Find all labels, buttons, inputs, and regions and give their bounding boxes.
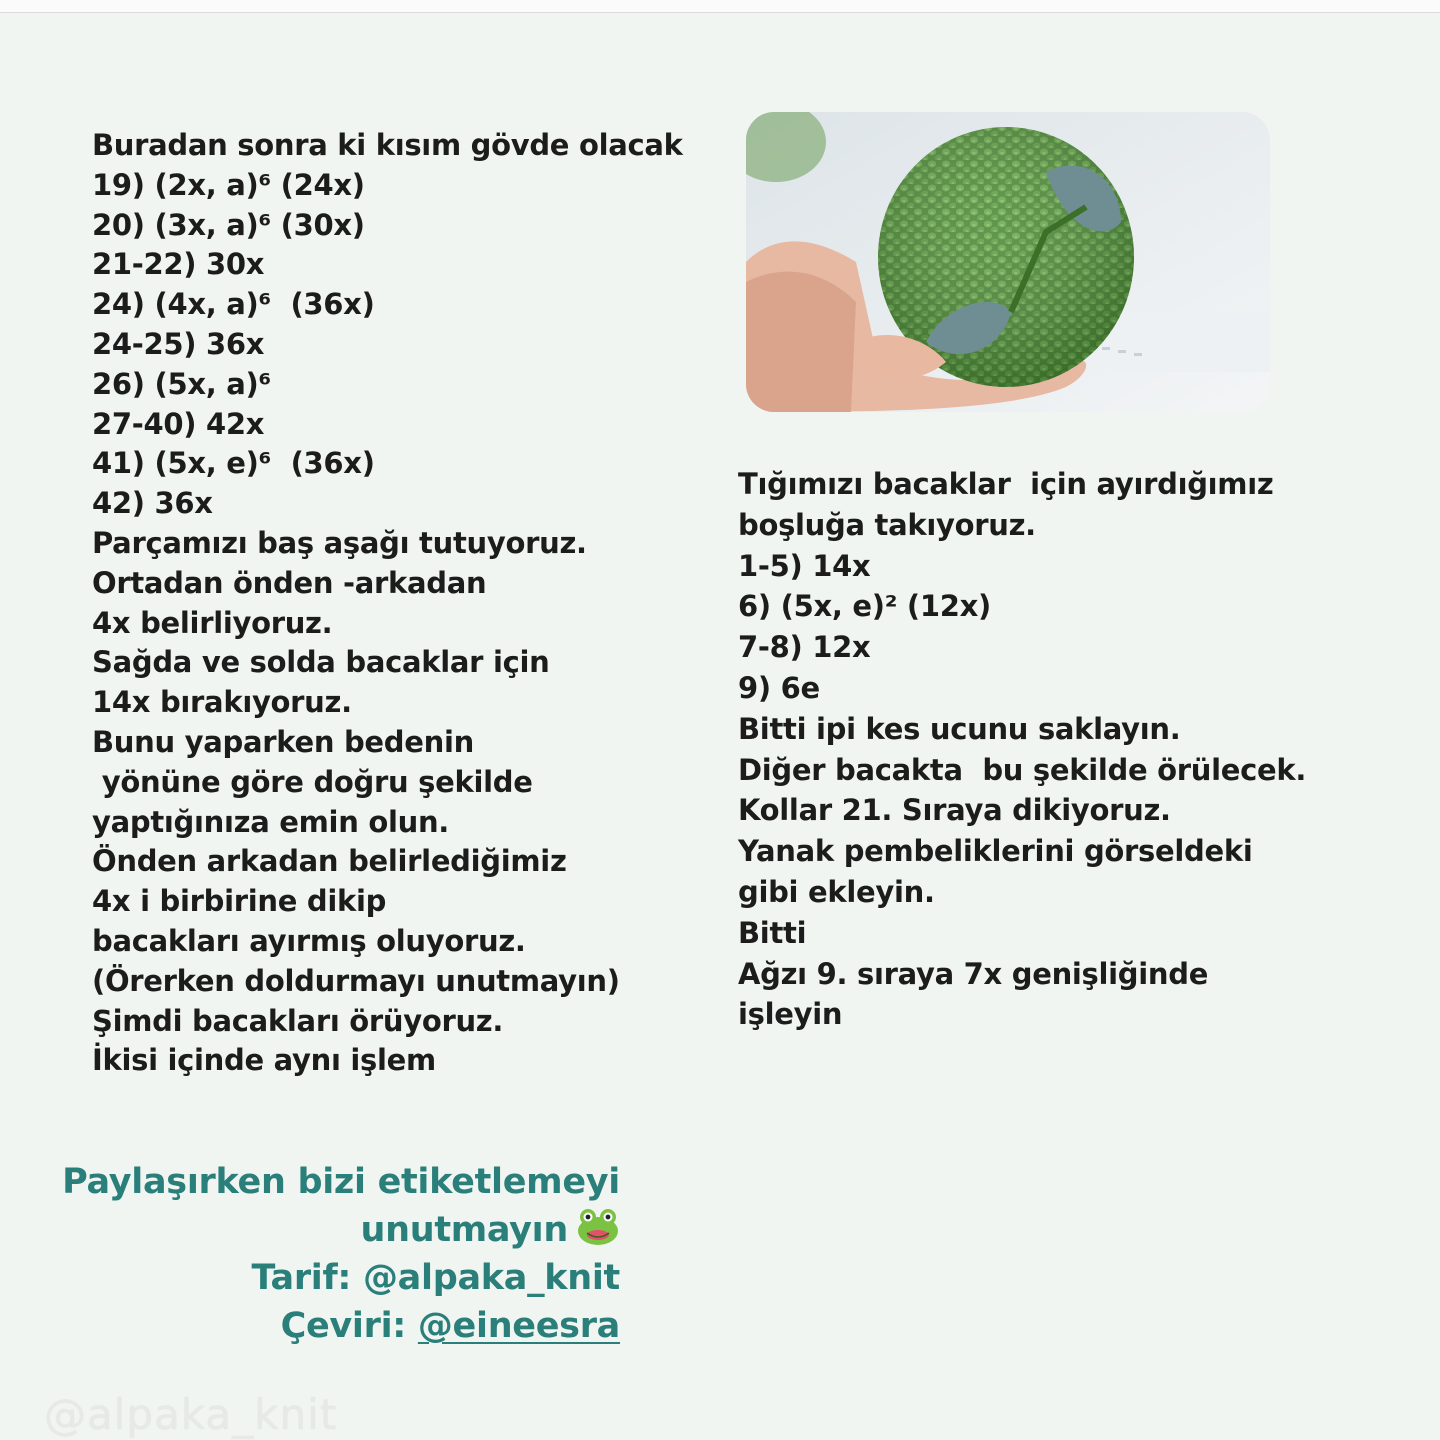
left-pattern-line: yönüne göre doğru şekilde: [92, 764, 533, 799]
frog-emoji-icon: [576, 1207, 620, 1247]
left-pattern-line: 4x i birbirine dikip: [92, 884, 387, 919]
right-pattern-line: 9) 6e: [738, 670, 820, 705]
left-pattern-line: 24-25) 36x: [92, 326, 265, 361]
left-pattern-line: (Örerken doldurmayı unutmayın): [92, 963, 620, 998]
left-pattern-line: 24) (4x, a)⁶ (36x): [92, 287, 375, 322]
left-pattern-line: İkisi içinde aynı işlem: [92, 1043, 436, 1078]
left-pattern-line: Şimdi bacakları örüyoruz.: [92, 1003, 504, 1038]
crochet-body-image: [746, 112, 1270, 412]
right-pattern-line: Diğer bacakta bu şekilde örülecek.: [738, 752, 1307, 787]
right-pattern-line: Tığımızı bacaklar için ayırdığımız: [738, 467, 1274, 501]
top-border: [0, 0, 1440, 13]
right-pattern-line: 7-8) 12x: [738, 630, 871, 665]
left-pattern-line: 26) (5x, a)⁶: [92, 366, 271, 401]
right-pattern-line: gibi ekleyin.: [738, 874, 935, 909]
right-pattern-line: boşluğa takıyoruz.: [738, 507, 1036, 542]
translation-credit: Çeviri: @eineesra: [280, 1306, 620, 1346]
left-pattern-line: Ortadan önden -arkadan: [92, 565, 487, 600]
left-pattern-line: 42) 36x: [92, 486, 213, 521]
left-pattern-line: 20) (3x, a)⁶ (30x): [92, 207, 365, 242]
recipe-credit: Tarif: @alpaka_knit: [251, 1258, 620, 1298]
left-pattern-line: Sağda ve solda bacaklar için: [92, 645, 550, 680]
right-pattern-line: Bitti: [738, 915, 807, 950]
left-pattern-line: 14x bırakıyoruz.: [92, 685, 352, 720]
right-pattern-line: işleyin: [738, 997, 843, 1032]
share-reminder-line2: unutmayın: [60, 1206, 620, 1254]
right-pattern-line: 6) (5x, e)² (12x): [738, 589, 991, 624]
left-pattern-line: yaptığınıza emin olun.: [92, 804, 450, 839]
pattern-text-right: [738, 464, 1306, 1035]
left-pattern-line: 27-40) 42x: [92, 406, 265, 441]
left-pattern-line: Önden arkadan belirlediğimiz: [92, 844, 567, 879]
left-pattern-line: 19) (2x, a)⁶ (24x): [92, 167, 365, 202]
watermark: @alpaka_knit: [44, 1390, 338, 1439]
left-pattern-line: Buradan sonra ki kısım gövde olacak: [92, 128, 683, 162]
crochet-photo: [746, 112, 1270, 412]
right-pattern-line: Ağzı 9. sıraya 7x genişliğinde: [738, 956, 1209, 991]
right-pattern-line: Kollar 21. Sıraya dikiyoruz.: [738, 793, 1171, 828]
share-reminder-line1: Paylaşırken bizi etiketlemeyi: [62, 1162, 620, 1202]
credits-footer: [60, 1158, 620, 1350]
left-pattern-line: 21-22) 30x: [92, 247, 265, 282]
translator-handle-link[interactable]: @eineesra: [417, 1306, 620, 1346]
left-pattern-line: Bunu yaparken bedenin: [92, 724, 474, 759]
left-pattern-line: bacakları ayırmış oluyoruz.: [92, 923, 526, 958]
right-pattern-line: Bitti ipi kes ucunu saklayın.: [738, 711, 1181, 746]
left-pattern-line: Parçamızı baş aşağı tutuyoruz.: [92, 525, 587, 560]
right-pattern-line: 1-5) 14x: [738, 548, 871, 583]
left-pattern-line: 4x belirliyoruz.: [92, 605, 333, 640]
right-pattern-line: Yanak pembeliklerini görseldeki: [738, 834, 1253, 869]
pattern-text-left: [92, 126, 683, 1081]
left-pattern-line: 41) (5x, e)⁶ (36x): [92, 446, 375, 481]
